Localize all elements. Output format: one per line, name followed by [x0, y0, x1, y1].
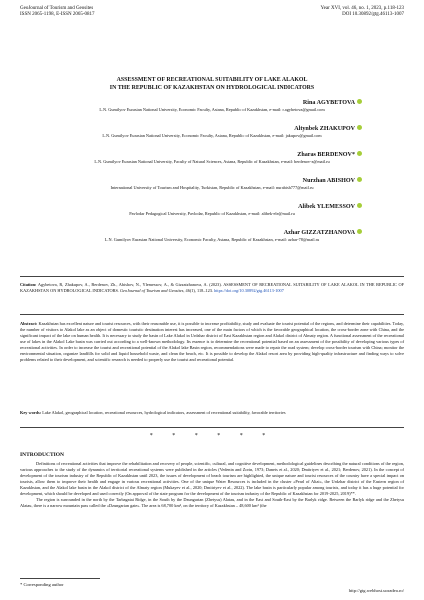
abstract	[20, 321, 404, 363]
keywords-text: Lake Alakol, geographical location, recreational resources, hydrological indicators, assessment of recreational suitability, favorable territories	[42, 410, 286, 415]
divider	[20, 427, 404, 428]
doi-link[interactable]: https://doi.org/10.30892/gtg.46113-1007	[214, 288, 284, 293]
citation-text: Agybetova, R, Zhakupov, A., Berdenov, Zh., Abishov, N., Ylemessov, A., & Gizzatzhanova, A. (2023). ASSESSMENT OF RECREATIONAL SUITABILITY OF LAKE ALAKOL IN THE REPUBLIC OF KAZAKHSTAN ON HYDROLOGICAL INDICATORS.	[20, 282, 404, 293]
journal-doi: DOI 10.30892/gtg.46113-1007	[342, 12, 404, 18]
author-name: Zharas BERDENOV*	[297, 152, 355, 158]
orcid-icon[interactable]	[357, 125, 362, 130]
abstract-label: Abstract:	[20, 321, 38, 326]
author-name: Nurzhan ABISHOV	[302, 178, 355, 184]
author-name: Azhar GIZZATZHANOVA	[283, 230, 355, 236]
journal-name: GeoJournal of Tourism and Geosites	[20, 6, 94, 11]
author-affiliation: L.N. Gumilyov Eurasian National University, Faculty of Natural Sciences, Astana, Republic of Kazakhstan, e-mail: berdenov-z@mail.ru	[94, 159, 330, 164]
orcid-icon[interactable]	[357, 177, 362, 182]
author-affiliation: Pavlodar Pedagogical University, Pavlodar, Republic of Kazakhstan, e-mail: alibek-ele@mail.ru	[129, 211, 295, 216]
author-name: Rina AGYBETOVA	[302, 100, 355, 106]
abstract-text: Kazakhstan has excellent nature and tourist resources, with their reasonable use, it is possible to increase profitability, study and evaluate the tourist potential of the regions, and determine their capabilities. Today, the number of visitors to Alakol lake as an object of domestic touristic destination interest has increased, one of the main factors of which is the favorable geographical location, the cross-border zone with China, and the significant impact of the lake on human health. It is necessary to study the basin of Lake Alakol in Urdzhar district of East Kazakhstan region and Alakol district of Almaty region. A functional assessment of the recreational use of lakes in the Alakol Lake basin was carried out according to a well-known methodology. Its essence is to determine the recreational potential based on an assessment of the possibility of developing various types of recreational activities. In order to increase the tourist and recreational potential of the Alakol lake Basin region, recommendations were made to repair the road system; develop cross-border tourism with China; monitor the environmental situation, organize landfills for solid and liquid household waste, and clean the beach, etc. It is possible to develop the Alakol resort area by providing high-quality infrastructure and finding ways to solve problems related to their development, and scientific research is needed to properly use the tourist and recreational potential.	[20, 321, 404, 362]
section-heading: INTRODUCTION	[20, 452, 65, 458]
author-affiliation: L.N. Gumilyov Eurasian National University, Economic Faculty, Astana, Republic of Kazakhstan, e-mail: jakupov@gmail.com	[102, 133, 322, 138]
title-line-2: IN THE REPUBLIC OF KAZAKHSTAN ON HYDROLOGICAL INDICATORS	[109, 85, 315, 91]
author-name: Altynbek ZHAKUPOV	[294, 126, 355, 132]
orcid-icon[interactable]	[357, 99, 362, 104]
paragraph: Definitions of recreational activities that improve the rehabilitation and recovery of people, scientific, cultural, and cognitive development, methodological guidelines describing the natural conditions of the region, various approaches to the study of the dynamics of territorial recreational systems were published in the articles (Vedenin and Zorin, 1973; Danets et al., 2020; Dmitriyev et al., 2021; Berdenov, 2021). In the concept of development of the tourism industry of the Republic of Kazakhstan until 2023, the issues of development of beach tourism are highlighted, the unique nature and tourist resources of the country have a special impact on tourists, allow them to improve their health and engage in various recreational activities. One of the unique Water Resources is included in the cluster «Pearl of Altai», the Urdzhar district of the Eastern region of Kazakhstan, and the Alakol lake basin in the Alakol district of the Almaty region (Mukayev et al., 2020; Dmitriyev et al., 2022). The lake basin is particularly popular among tourists, and today it has a huge potential for development, which should be developed and used correctly (On approval of the state program for the development of the tourism industry of the Republic of Kazakhstan for 2019-2025, 2019)**.	[20, 461, 404, 496]
footnote: * Corresponding author	[20, 582, 64, 587]
author-block-1	[20, 99, 404, 113]
citation-label: Citation:	[20, 282, 37, 287]
paper-title	[38, 76, 386, 92]
divider	[20, 276, 404, 277]
author-block-6	[20, 229, 404, 243]
author-block-5	[20, 203, 404, 217]
author-name: Alibek YLEMESSOV	[298, 204, 355, 210]
section-separator: * * * * * *	[149, 433, 275, 439]
journal-header-right	[321, 6, 404, 19]
author-affiliation: L.N. Gumilyov Eurasian National University, Economic Faculty, Astana, Republic of Kazakhstan, e-mail: r.agybetova@gmail.com	[99, 107, 325, 112]
citation-rest: , 46(1), 118–123.	[183, 288, 213, 293]
author-affiliation: L.N. Gumilyov Eurasian National University, Economic Faculty, Astana, Republic of Kazakhstan, e-mail: azhar-78@mail.ru	[104, 237, 320, 242]
keywords	[20, 410, 404, 416]
introduction-body	[20, 461, 404, 509]
orcid-icon[interactable]	[357, 203, 362, 208]
journal-url[interactable]: http://gtg.webhost.uoradea.ro/	[348, 588, 404, 593]
divider	[20, 314, 404, 315]
journal-issn: ISSN 2065-1198, E-ISSN 2065-0817	[20, 12, 95, 18]
paragraph: The region is surrounded in the north by the Tarbagatai Ridge, in the South by the Dzungarian (Zhetysu) Alatau, and in the East and South-East by the Barlyk ridge. Between the Barlyk ridge and the Zhetysu Alatau, there is a narrow mountain pass called the «Dzungarian gate». The area is 68,700 km², on the territory of Kazakhstan – 48,600 km² (the	[20, 497, 404, 508]
title-line-1: ASSESSMENT OF RECREATIONAL SUITABILITY OF LAKE ALAKOL	[116, 77, 308, 83]
orcid-icon[interactable]	[357, 229, 362, 234]
author-block-4	[20, 177, 404, 191]
citation	[20, 282, 404, 294]
journal-issue: Year XVI, vol. 46, no. 1, 2023, p.118-123	[320, 6, 404, 11]
author-block-2	[20, 125, 404, 139]
orcid-icon[interactable]	[357, 151, 362, 156]
journal-header-left	[20, 6, 95, 19]
footnote-rule	[20, 578, 100, 579]
author-block-3	[20, 151, 404, 165]
author-affiliation: International University of Tourism and Hospitality, Turkistan, Republic of Kazakhstan, e-mail: nurabish777@mail.ru	[110, 185, 314, 190]
citation-journal: GeoJournal of Tourism and Geosites	[120, 288, 184, 293]
keywords-label: Key words:	[20, 410, 42, 415]
